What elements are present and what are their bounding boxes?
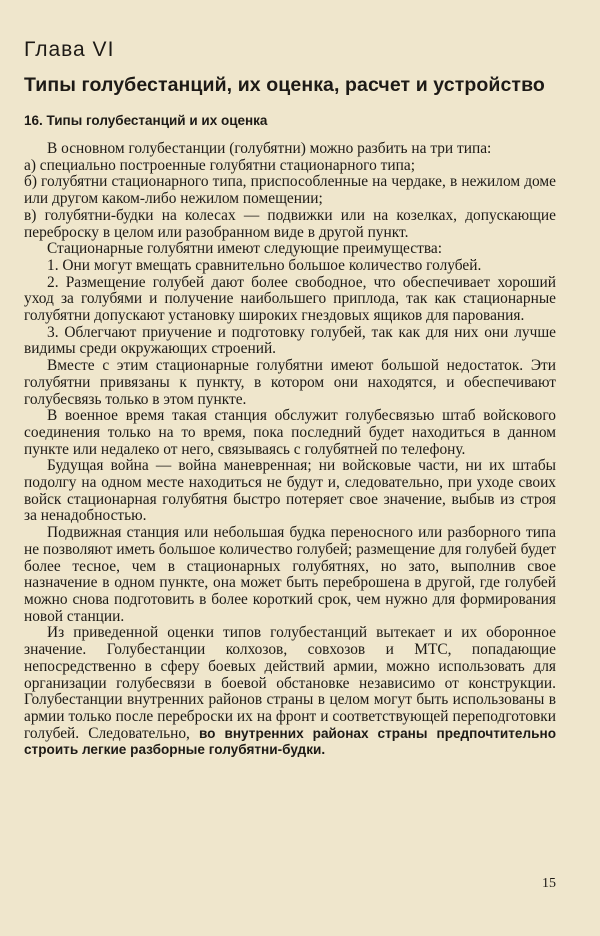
paragraph: Будущая война — война маневренная; ни войсковые части, ни их штабы подолгу на одном месте находиться не будут и, следовательно, при уходе своих войск стационарная голубятня быстро потеряет свое значение, выбыв из строя за ненадобностью. — [24, 457, 556, 525]
numbered-item-2: 2. Размещение голубей дают более свободное, что обеспечивает хороший уход за голубями и получение наибольшего приплода, так как стационарные голубятни допускают установку широких гнездовых ящиков для парования. — [24, 273, 556, 325]
paragraph-conclusion — [24, 625, 556, 759]
numbered-item-3: 3. Облегчают приучение и подготовку голубей, так как для них они лучше видимы среди окружающих строений. — [24, 323, 556, 358]
conclusion-emphasis: во внутренних районах страны предпочтительно строить легкие разборные голубятни-будки. — [24, 725, 556, 758]
paragraph: В основном голубестанции (голубятни) можно разбить на три типа: — [47, 140, 492, 157]
list-item-b: б) голубятни стационарного типа, приспособленные на чердаке, в нежилом доме или другом каком-либо нежилом помещении; — [24, 173, 556, 208]
chapter-title: Типы голубестанций, их оценка, расчет и устройство — [24, 74, 545, 96]
body-text — [24, 141, 556, 759]
list-item-c: в) голубятни-будки на колесах — подвижки или на козелках, допускающие переброску в целом или разобранном виде в другой пункт. — [24, 206, 556, 241]
paragraph: Стационарные голубятни имеют следующие преимущества: — [47, 240, 442, 258]
page-number: 15 — [542, 876, 556, 891]
paragraph: Вместе с этим стационарные голубятни имеют большой недостаток. Эти голубятни привязаны к пункту, в котором они находятся, и обеспечивают голубесвязь только в этом пункте. — [24, 357, 556, 408]
chapter-heading: Глава VI — [24, 38, 115, 61]
numbered-item-1: 1. Они могут вмещать сравнительно большое количество голубей. — [47, 256, 482, 274]
section-heading: 16. Типы голубестанций и их оценка — [24, 113, 268, 128]
paragraph: В военное время такая станция обслужит голубесвязью штаб войскового соединения только на то время, пока последний будет находиться в данном пункте или недалеко от него, связываясь с голубятней по телефону. — [24, 407, 556, 458]
list-item-a: а) специально построенные голубятни стационарного типа; — [24, 156, 415, 174]
paragraph: Подвижная станция или небольшая будка переносного или разборного типа не позволяют иметь большое количество голубей; размещение для голубей будет более тесное, чем в стационарных голубятнях, но зато, выполнив свое назначение в одном пункте, она может быть переброшена в другой, где голубей можно снова подготовить в более короткий срок, чем нужно для формирования новой станции. — [24, 524, 556, 625]
conclusion-text: Из приведенной оценки типов голубестанций вытекает и их оборонное значение. Голубестанции колхозов, совхозов и МТС, попадающие непосредственно в сферу боевых действий армии, можно использовать для организации голубесвязи в боевой обстановке независимо от конструкции. Голубестанции внутренних районов страны в целом могут быть использованы в армии только после переброски их на фронт и соответствующей переподготовки голубей. Следовательно, — [24, 624, 556, 742]
